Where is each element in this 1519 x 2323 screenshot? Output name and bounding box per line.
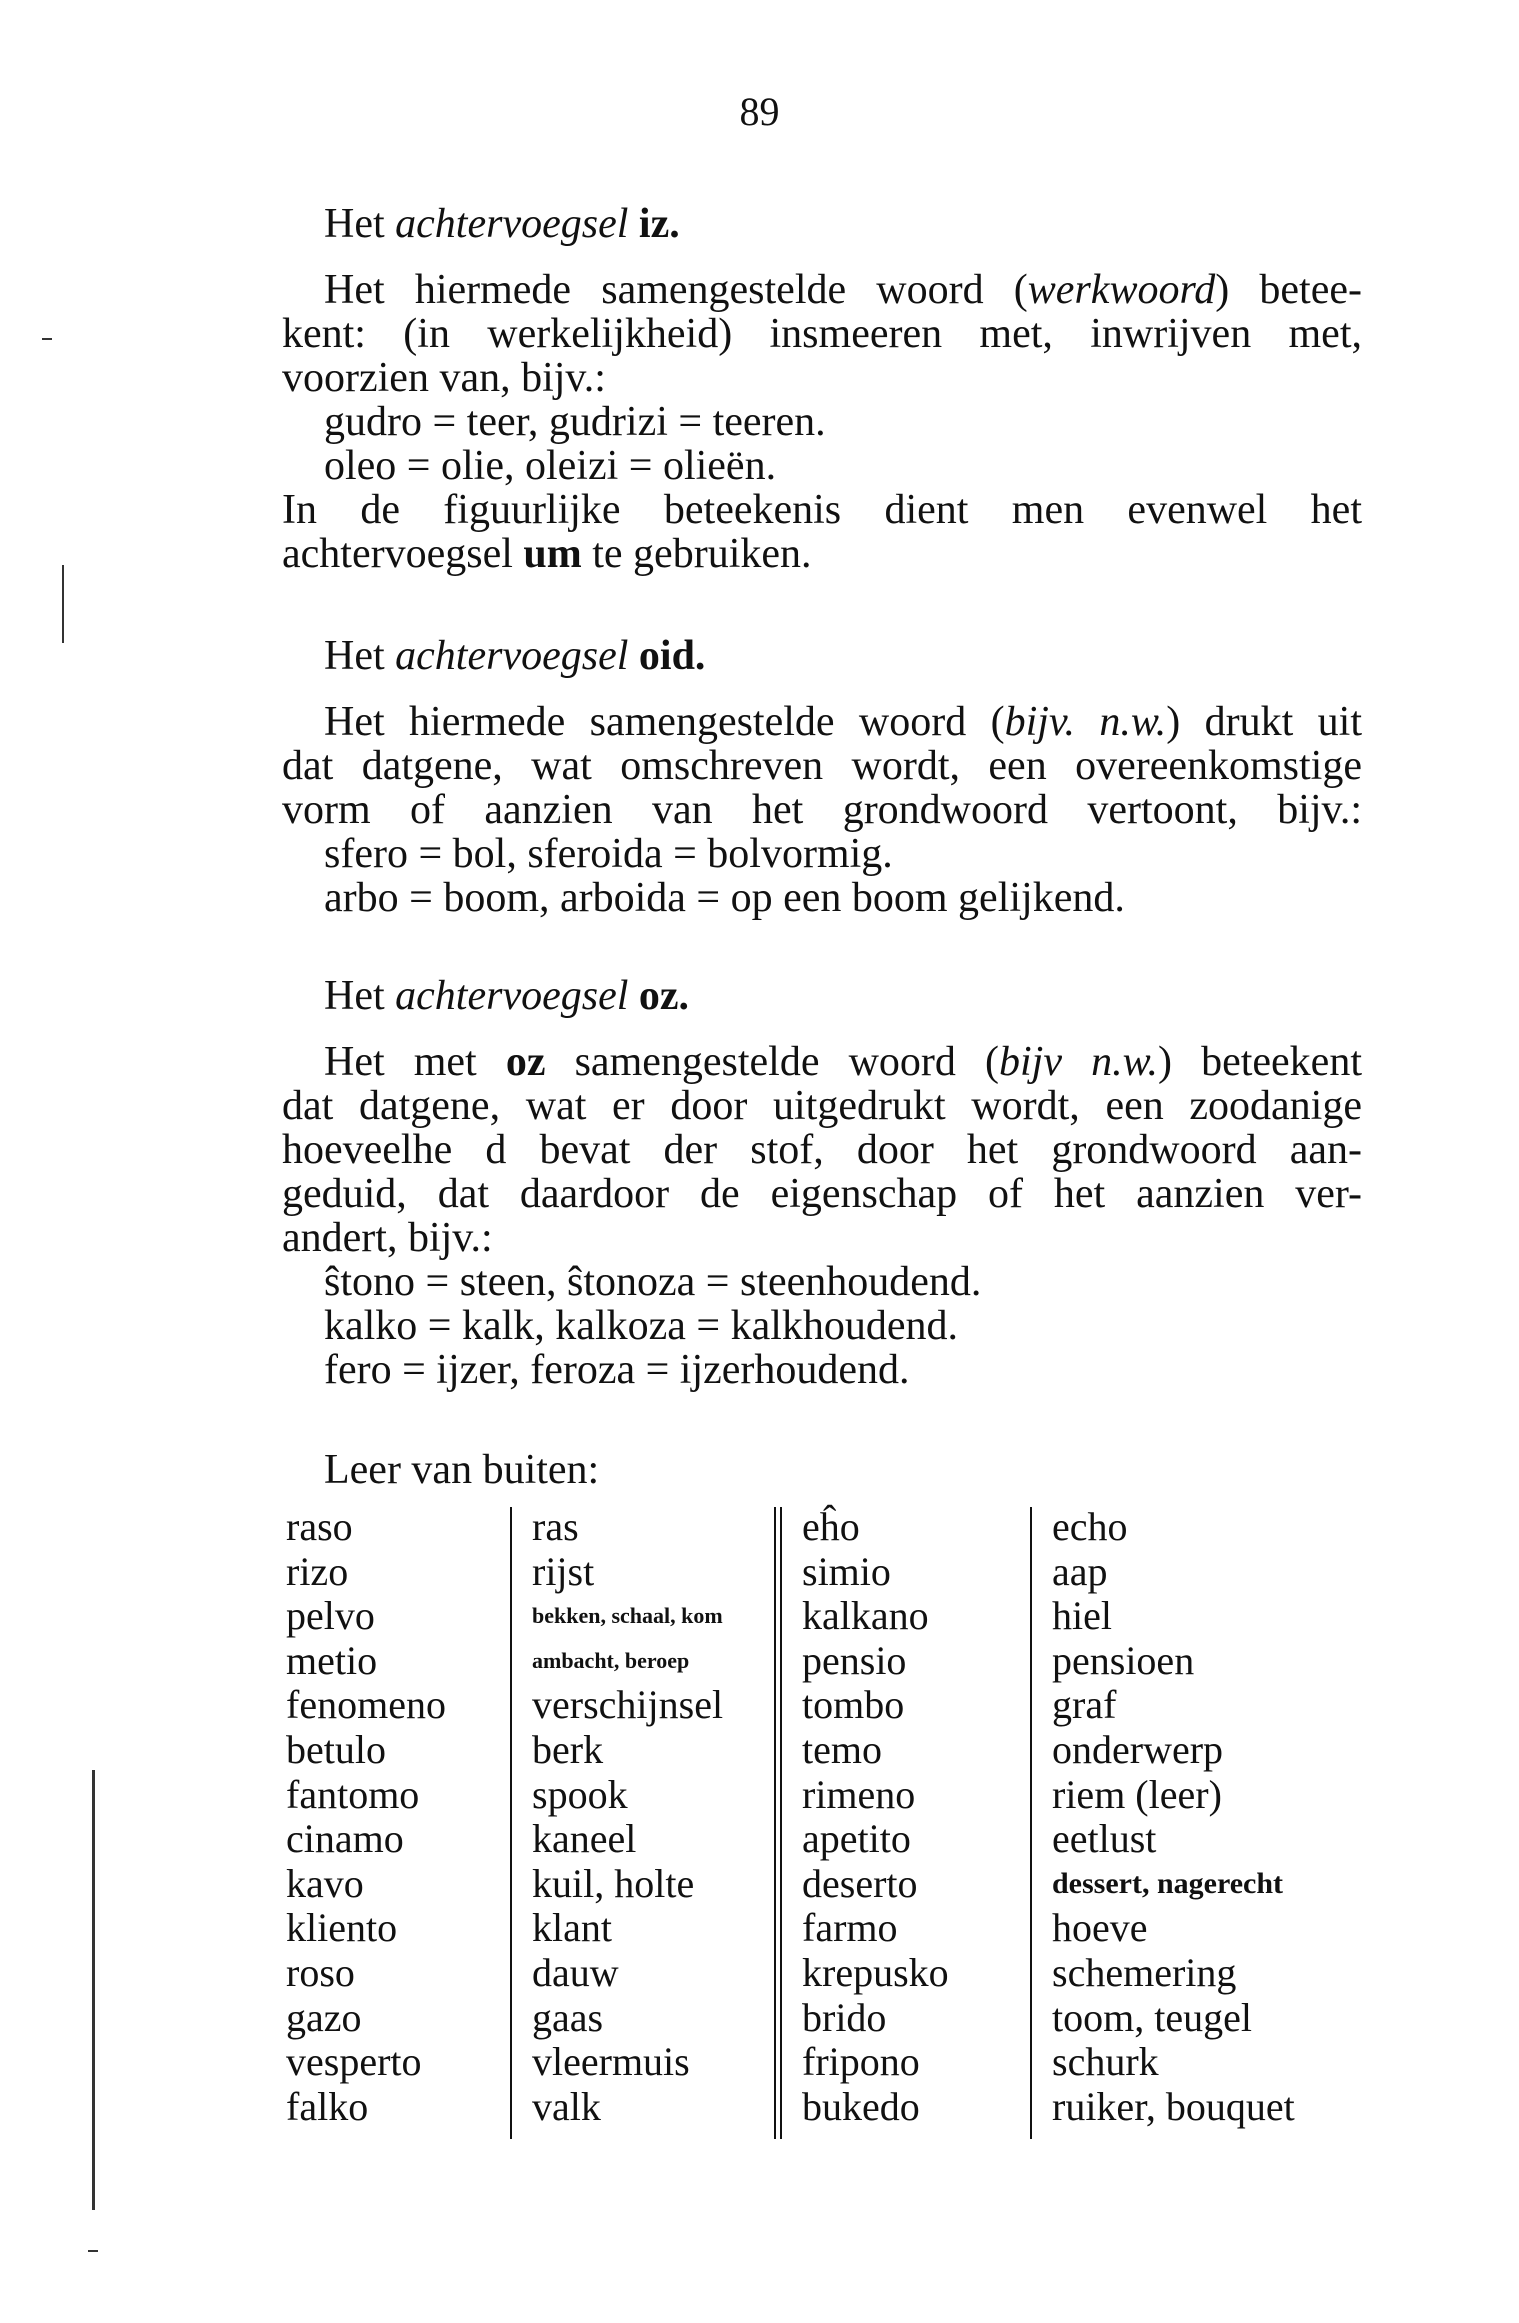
column-divider — [510, 1507, 512, 2139]
vocab-cell: brido — [802, 1994, 887, 2040]
paragraph-line: kent: (in werkelijkheid) insmeeren met, inwrijven met, — [282, 311, 1362, 357]
vocab-cell: farmo — [802, 1905, 898, 1951]
paragraph-line: vorm of aanzien van het grondwoord vertoont, bijv.: — [282, 787, 1362, 833]
vocab-column-esperanto-2 — [802, 1505, 949, 2129]
paragraph-line: dat datgene, wat er door uitgedrukt wordt, een zoodanige — [282, 1083, 1362, 1129]
vocab-cell: fantomo — [286, 1771, 420, 1817]
vocab-cell: valk — [532, 2083, 601, 2129]
vocab-cell: schurk — [1052, 2039, 1159, 2085]
vocab-cell: spook — [532, 1771, 628, 1817]
paragraph-line: dat datgene, wat omschreven wordt, een overeenkomstige — [282, 743, 1362, 789]
example-line: gudro = teer, gudrizi = teeren. — [324, 399, 826, 445]
paragraph-line: andert, bijv.: — [282, 1215, 493, 1261]
example-line: sfero = bol, sferoida = bolvormig. — [324, 831, 893, 877]
column-divider — [774, 1507, 776, 2139]
vocab-column-esperanto-1 — [286, 1505, 446, 2129]
vocab-section — [282, 1448, 1362, 1492]
example-line: arbo = boom, arboida = op een boom gelijkend. — [324, 875, 1125, 921]
vocab-cell: riem (leer) — [1052, 1771, 1222, 1817]
vocab-cell: vesperto — [286, 2039, 422, 2085]
vocab-cell: simio — [802, 1548, 891, 1594]
vocab-cell: hiel — [1052, 1593, 1112, 1639]
heading-oz: Het achtervoegsel oz. — [324, 973, 690, 1019]
example-line: fero = ijzer, feroza = ijzerhoudend. — [324, 1347, 910, 1393]
margin-mark — [62, 565, 64, 643]
vocab-cell: dessert, nagerecht — [1052, 1866, 1284, 1900]
vocab-cell: rizo — [286, 1548, 349, 1594]
vocab-cell: falko — [286, 2083, 369, 2129]
vocab-cell: schemering — [1052, 1949, 1237, 1995]
vocab-cell: aap — [1052, 1548, 1108, 1594]
vocab-cell: pelvo — [286, 1593, 375, 1639]
vocab-cell: ruiker, bouquet — [1052, 2083, 1295, 2129]
vocab-cell: deserto — [802, 1860, 918, 1906]
vocab-heading: Leer van buiten: — [324, 1447, 600, 1493]
example-line: oleo = olie, oleizi = olieën. — [324, 443, 777, 489]
vocab-cell: rijst — [532, 1548, 595, 1594]
margin-mark — [88, 2250, 98, 2252]
vocab-cell: rimeno — [802, 1771, 916, 1817]
example-line: ŝtono = steen, ŝtonoza = steenhoudend. — [324, 1259, 982, 1305]
column-divider — [780, 1507, 782, 2139]
vocab-cell: krepusko — [802, 1949, 949, 1995]
vocab-cell: cinamo — [286, 1816, 404, 1862]
heading-oid: Het achtervoegsel oid. — [324, 633, 706, 679]
vocab-cell: gaas — [532, 1994, 604, 2040]
vocab-cell: berk — [532, 1726, 604, 1772]
paragraph-line: voorzien van, bijv.: — [282, 355, 606, 401]
vocab-cell: eĥo — [802, 1504, 860, 1549]
vocab-column-dutch-1 — [532, 1505, 723, 2129]
vocab-cell: raso — [286, 1504, 353, 1549]
vocab-cell: betulo — [286, 1726, 386, 1772]
vocab-cell: klant — [532, 1905, 612, 1951]
paragraph-line: Het hiermede samengestelde woord (bijv. n.w.) drukt uit — [324, 699, 1362, 745]
vocab-cell: eetlust — [1052, 1816, 1157, 1862]
vocab-cell: kaneel — [532, 1816, 637, 1862]
section-oz — [282, 970, 1362, 1392]
vocab-cell: hoeve — [1052, 1905, 1148, 1951]
vocab-cell: roso — [286, 1949, 355, 1995]
vocab-cell: ambacht, beroep — [532, 1647, 690, 1673]
vocab-cell: fenomeno — [286, 1682, 446, 1728]
vocab-cell: vleermuis — [532, 2039, 690, 2085]
paragraph-line: geduid, dat daardoor de eigenschap of het aanzien ver- — [282, 1171, 1362, 1217]
vocab-cell: kliento — [286, 1905, 398, 1951]
vocab-cell: apetito — [802, 1816, 911, 1862]
vocab-cell: fripono — [802, 2039, 920, 2085]
vocab-cell: temo — [802, 1726, 882, 1772]
heading-iz: Het achtervoegsel iz. — [324, 201, 680, 247]
margin-mark — [92, 1770, 95, 2210]
section-oid — [282, 630, 1362, 920]
example-line: kalko = kalk, kalkoza = kalkhoudend. — [324, 1303, 959, 1349]
paragraph-line: achtervoegsel um te gebruiken. — [282, 531, 812, 577]
section-iz — [282, 198, 1362, 576]
vocab-cell: dauw — [532, 1949, 619, 1995]
paragraph-line: Het hiermede samengestelde woord (werkwoord) betee- — [324, 267, 1362, 313]
vocab-cell: bekken, schaal, kom — [532, 1603, 723, 1629]
page-number: 89 — [739, 89, 780, 134]
vocab-cell: pensio — [802, 1637, 907, 1683]
margin-mark — [42, 338, 52, 340]
vocab-column-dutch-2 — [1052, 1505, 1295, 2129]
vocab-cell: pensioen — [1052, 1637, 1195, 1683]
vocab-cell: kavo — [286, 1860, 364, 1906]
column-divider — [1030, 1507, 1032, 2139]
vocab-cell: kalkano — [802, 1593, 929, 1639]
paragraph-line: Het met oz samengestelde woord (bijv n.w.) beteekent — [324, 1039, 1362, 1085]
vocab-cell: kuil, holte — [532, 1860, 695, 1906]
vocab-cell: echo — [1052, 1504, 1128, 1549]
vocab-cell: bukedo — [802, 2083, 920, 2129]
vocab-cell: onderwerp — [1052, 1726, 1224, 1772]
vocab-cell: tombo — [802, 1682, 905, 1728]
vocab-cell: verschijnsel — [532, 1682, 724, 1728]
paragraph-line: hoeveelhe d bevat der stof, door het grondwoord aan- — [282, 1127, 1362, 1173]
paragraph-line: In de figuurlijke beteekenis dient men evenwel het — [282, 487, 1362, 533]
vocab-cell: gazo — [286, 1994, 362, 2040]
vocab-cell: graf — [1052, 1682, 1117, 1728]
vocab-cell: ras — [532, 1504, 579, 1549]
vocab-cell: toom, teugel — [1052, 1994, 1252, 2040]
vocab-cell: metio — [286, 1637, 378, 1683]
